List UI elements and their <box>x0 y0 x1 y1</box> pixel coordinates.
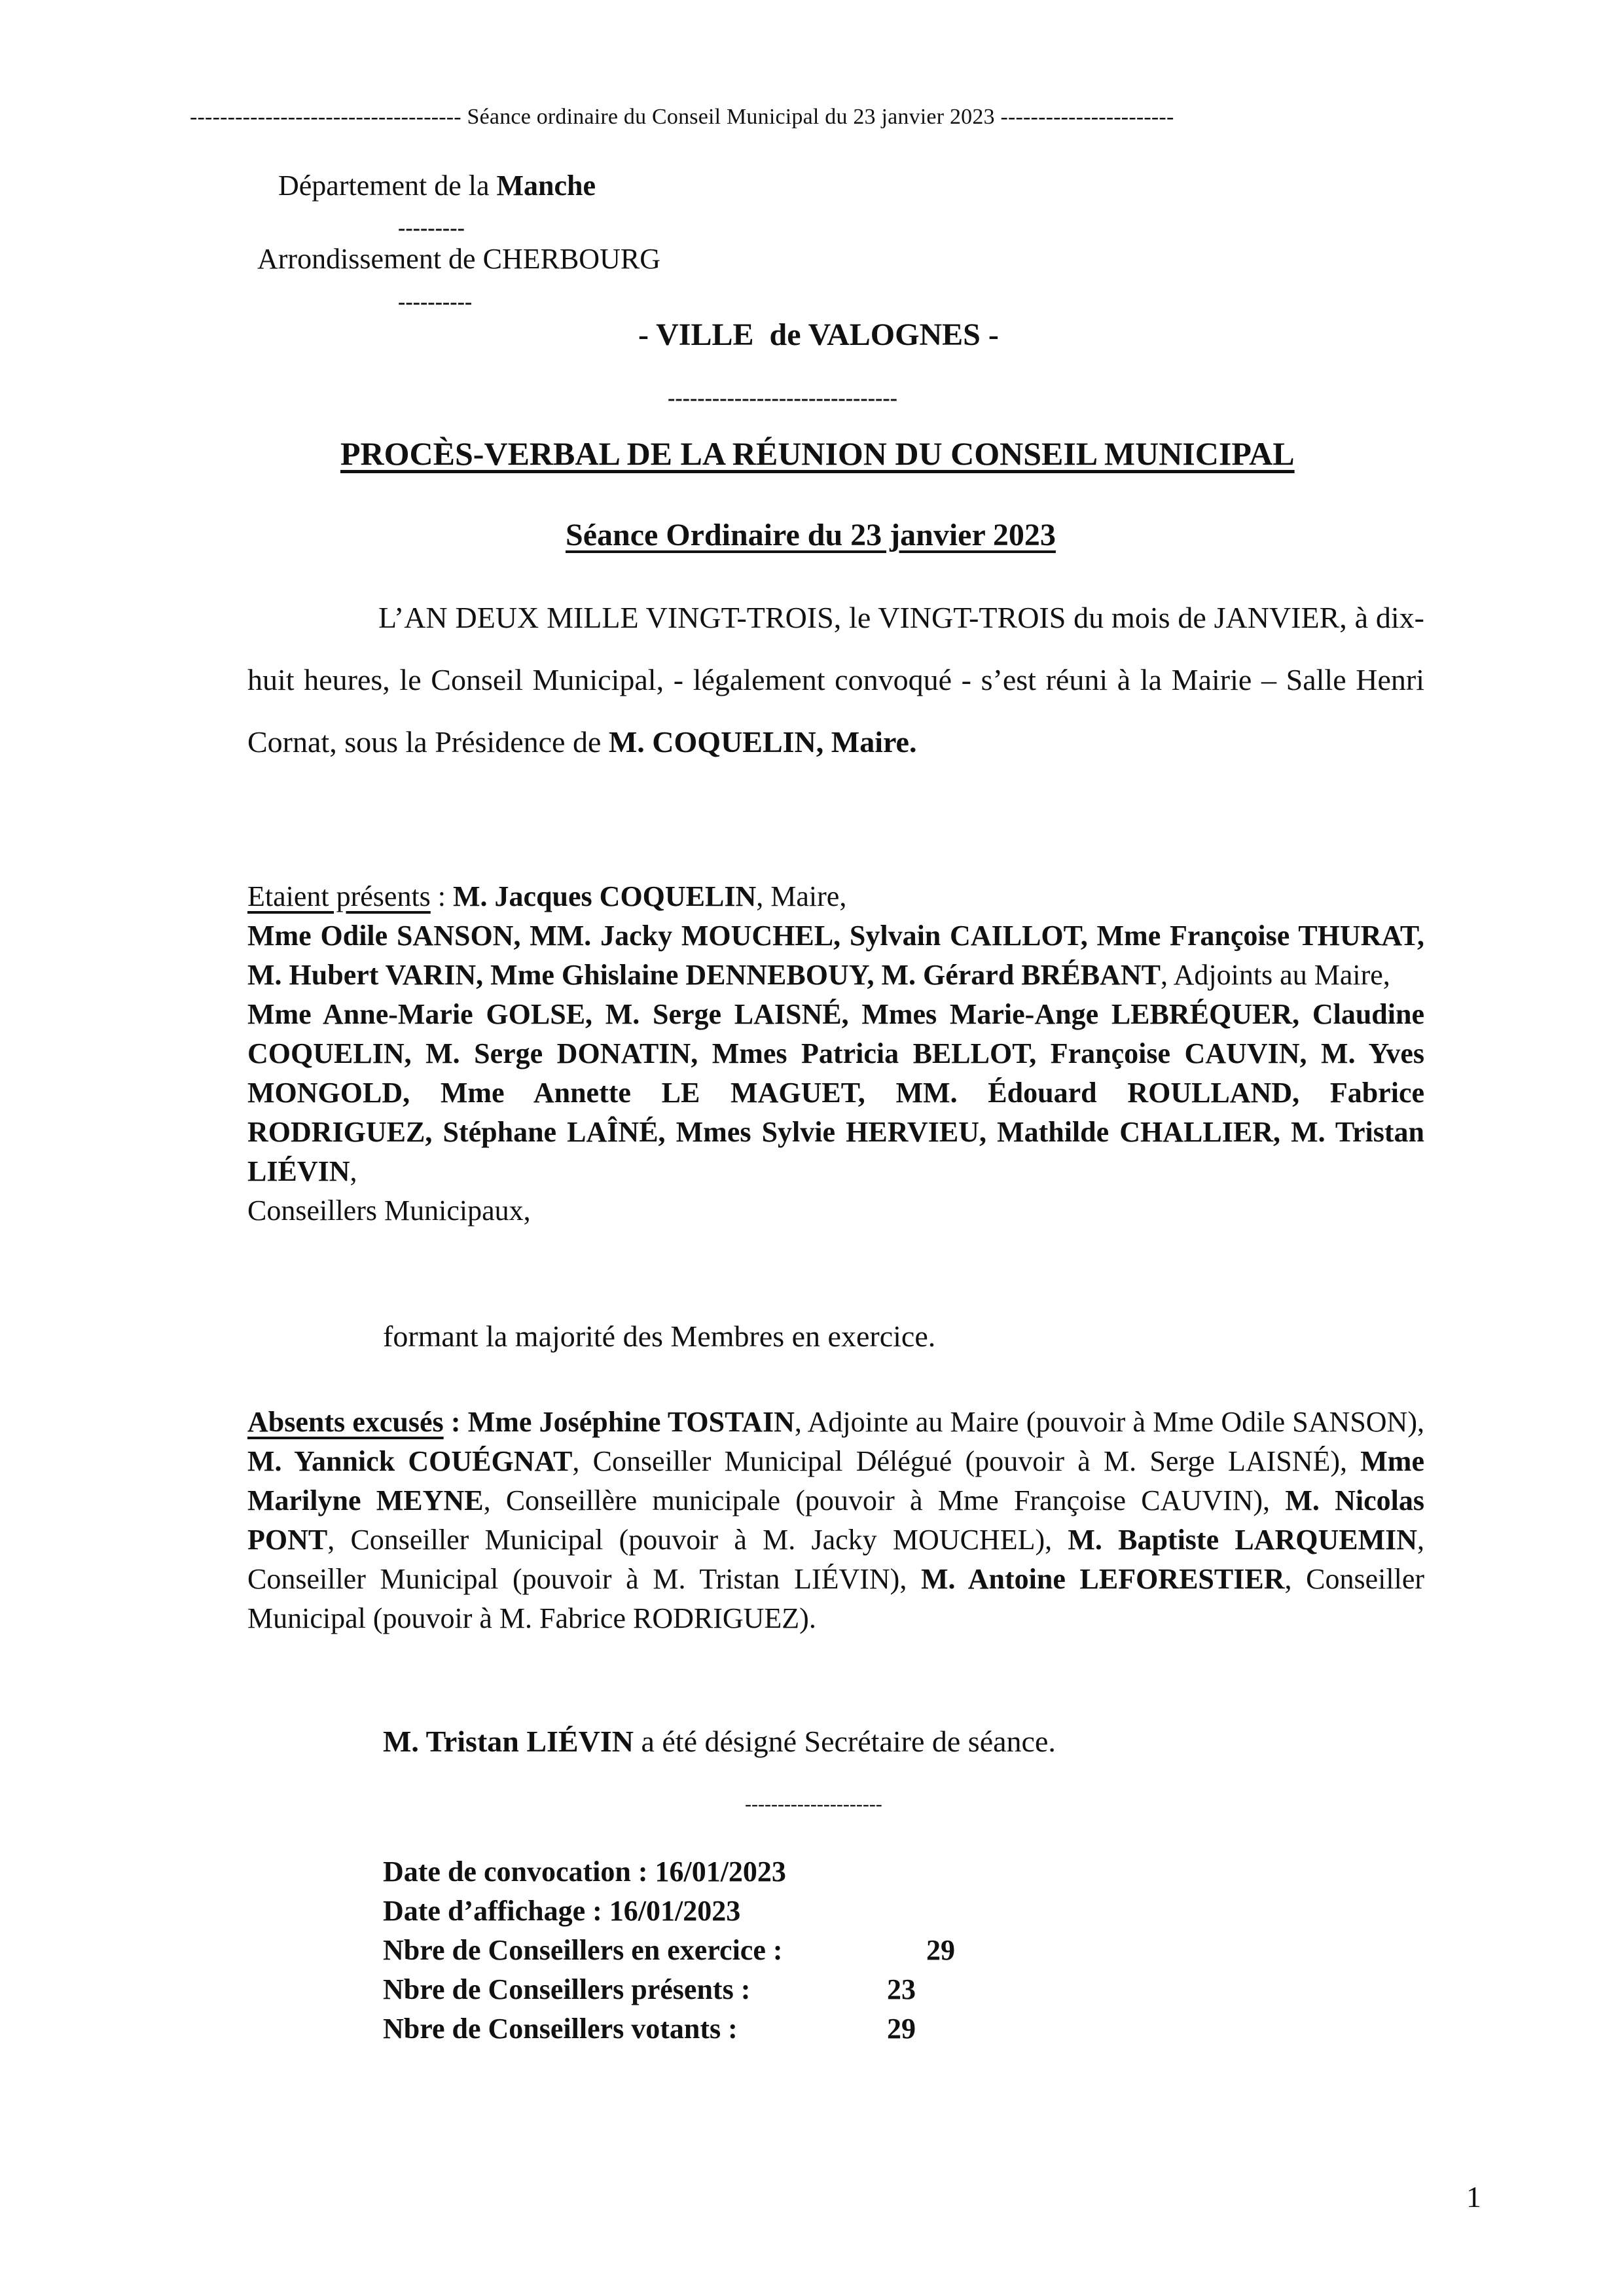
councillors-list: Mme Anne-Marie GOLSE, M. Serge LAISNÉ, Mmes Marie-Ange LEBRÉQUER, Claudine COQUELIN, M. Serge DONATIN, Mmes Patricia BELLOT, Françoise CAUVIN, M. Yves MONGOLD, Mme Annette LE MAGUET, MM. Édouard ROULLAND, Fabrice RODRIGUEZ, Stéphane LAÎNÉ, Mmes Sylvie HERVIEU, Mathilde CHALLIER, M. Tristan LIÉVIN <box>247 998 1424 1187</box>
absent-name-6: M. Antoine LEFORESTIER <box>920 1563 1285 1595</box>
president-name: M. COQUELIN, Maire. <box>608 725 917 759</box>
page-number: 1 <box>1466 2180 1481 2214</box>
department-separator: --------- <box>398 216 465 240</box>
mayor-name: M. Jacques COQUELIN <box>453 880 757 912</box>
stat-row: Nbre de Conseillers en exercice : 29 <box>383 1934 955 1966</box>
absent-name-3: Mme Marilyne MEYNE <box>247 1445 1424 1516</box>
header-dashes-left: ------------------------------------ <box>190 105 461 129</box>
secretary-line: M. Tristan LIÉVIN a été désigné Secrétaire de séance. <box>383 1725 1056 1758</box>
secretary-separator: --------------------- <box>745 1793 882 1815</box>
absent-name-2: M. Yannick COUÉGNAT <box>247 1445 573 1477</box>
present-label: Etaient présents <box>247 880 431 912</box>
intro-text: L’AN DEUX MILLE VINGT-TROIS, le VINGT-TROIS du mois de JANVIER, à dix-huit heures, le Conseil Municipal, - légalement convoqué - s’est réuni à la Mairie – Salle Henri Cornat, sous la Présidence de <box>247 601 1424 759</box>
absent-label: Absents excusés <box>247 1406 444 1438</box>
councillors-role: Conseillers Municipaux, <box>247 1194 531 1227</box>
stat-row: Nbre de Conseillers présents : 23 <box>383 1973 916 2005</box>
secretary-name: M. Tristan LIÉVIN <box>383 1725 634 1758</box>
arrondissement-line: Arrondissement de CHERBOURG <box>257 243 660 275</box>
department-name: Manche <box>496 170 596 202</box>
intro-paragraph <box>247 586 1424 773</box>
header-dashes-right: ----------------------- <box>1000 105 1174 129</box>
absent-name-1: Mme Joséphine TOSTAIN <box>467 1406 795 1438</box>
stat-row: Date de convocation : 16/01/2023 <box>383 1856 786 1888</box>
session-stats <box>383 1852 955 2049</box>
deputies-list: Mme Odile SANSON, MM. Jacky MOUCHEL, Sylvain CAILLOT, Mme Françoise THURAT, M. Hubert VARIN, Mme Ghislaine DENNEBOUY, M. Gérard BRÉBANT <box>247 920 1424 991</box>
header-title: Séance ordinaire du Conseil Municipal du 23 janvier 2023 <box>467 105 995 129</box>
absent-section: Absents excusés : Mme Joséphine TOSTAIN, Adjointe au Maire (pouvoir à Mme Odile SANSON), M. Yannick COUÉGNAT, Conseiller Municipal Délégué (pouvoir à M. Serge LAISNÉ), Mme Marilyne MEYNE, Conseillère municipale (pouvoir à Mme Françoise CAUVIN), M. Nicolas PONT, Conseiller Municipal (pouvoir à M. Jacky MOUCHEL), M. Baptiste LARQUEMIN, Conseiller Municipal (pouvoir à M. Tristan LIÉVIN), M. Antoine LEFORESTIER, Conseiller Municipal (pouvoir à M. Fabrice RODRIGUEZ). <box>247 1406 1425 1634</box>
stat-row: Date d’affichage : 16/01/2023 <box>383 1895 741 1927</box>
session-title: Séance Ordinaire du 23 janvier 2023 <box>566 518 1056 552</box>
stat-row: Nbre de Conseillers votants : 29 <box>383 2013 916 2045</box>
present-section: Etaient présents : M. Jacques COQUELIN, Maire, Mme Odile SANSON, MM. Jacky MOUCHEL, Sylvain CAILLOT, Mme Françoise THURAT, M. Hubert VARIN, Mme Ghislaine DENNEBOUY, M. Gérard BRÉBANT, Adjoints au Maire, Mme Anne-Marie GOLSE, M. Serge LAISNÉ, Mmes Marie-Ange LEBRÉQUER, Claudine COQUELIN, M. Serge DONATIN, Mmes Patricia BELLOT, Françoise CAUVIN, M. Yves MONGOLD, Mme Annette LE MAGUET, MM. Édouard ROULLAND, Fabrice RODRIGUEZ, Stéphane LAÎNÉ, Mmes Sylvie HERVIEU, Mathilde CHALLIER, M. Tristan LIÉVIN, Conseillers Municipaux, <box>247 880 1424 1227</box>
page-header <box>190 105 1434 130</box>
absent-name-4: M. Nicolas PONT <box>247 1484 1425 1556</box>
arrondissement-name: CHERBOURG <box>482 243 660 275</box>
department-line: Département de la Manche <box>278 170 596 202</box>
city-separator: ------------------------------- <box>668 386 897 410</box>
arrondissement-separator: ---------- <box>398 290 473 314</box>
majority-line: formant la majorité des Membres en exercice. <box>383 1319 936 1353</box>
city-title: - VILLE de VALOGNES - <box>638 317 999 352</box>
absent-name-5: M. Baptiste LARQUEMIN <box>1068 1524 1418 1556</box>
document-title: PROCÈS-VERBAL DE LA RÉUNION DU CONSEIL MUNICIPAL <box>340 435 1295 472</box>
